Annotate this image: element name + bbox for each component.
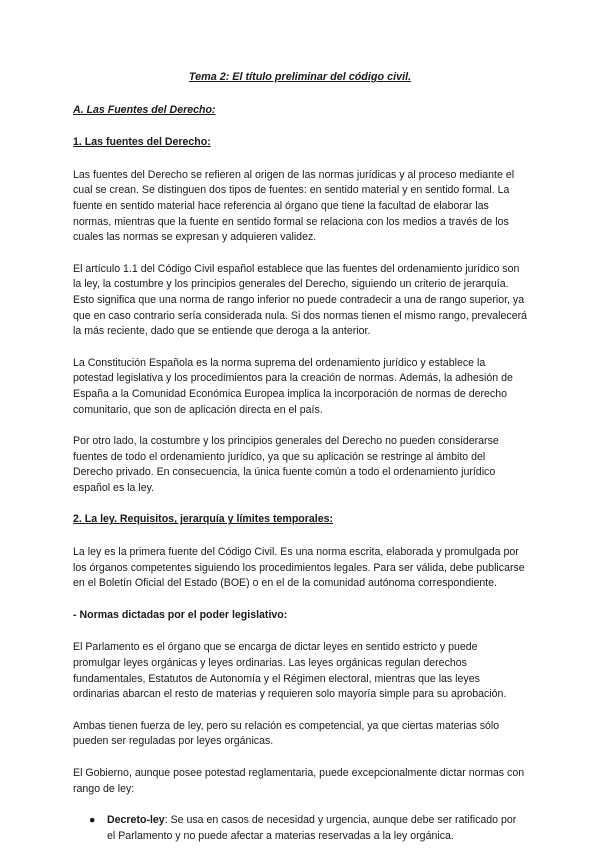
heading-la-ley: 2. La ley. Requisitos, jerarquía y límites temporales: <box>73 513 334 526</box>
list-item-text: : Se usa en casos de necesidad y urgencia, aunque debe ser ratificado por el Parlamento y no puede afectar a materias reservadas a la ley orgánica. <box>107 814 517 842</box>
list-item <box>73 813 527 844</box>
bullet-icon: ● <box>89 814 96 827</box>
paragraph-8: El Gobierno, aunque posee potestad reglamentaria, puede excepcionalmente dictar normas con rango de ley: <box>73 767 525 795</box>
paragraph-5: La ley es la primera fuente del Código Civil. Es una norma escrita, elaborada y promulgada por los órganos competentes siguiendo los procedimientos legales. Para ser válida, debe publicarse en el Boletín Oficial del Estado (BOE) o en el de la comunidad autónoma correspondiente. <box>73 546 525 590</box>
document-title: Tema 2: El título preliminar del código civil. <box>188 71 412 83</box>
paragraph-1: Las fuentes del Derecho se refieren al origen de las normas jurídicas y al proceso mediante el cual se crean. Se distinguen dos tipos de fuentes: en sentido material y en sentido formal. La fuente en sentido material hace referencia al órgano que tiene la facultad de elaborar las normas, mientras que la fuente en sentido formal se relaciona con los medios a través de los cuales las normas se expresan y adquieren validez. <box>73 168 515 244</box>
paragraph-6: El Parlamento es el órgano que se encarga de dictar leyes en sentido estricto y puede promulgar leyes orgánicas y leyes ordinarias. Las leyes orgánicas regulan derechos fundamentales, Estatutos de Autonomía y el Régimen electoral, mientras que las leyes ordinarias abarcan el resto de materias y requieren solo mayoría simple para su aprobación. <box>73 641 507 701</box>
paragraph-3: La Constitución Española es la norma suprema del ordenamiento jurídico y establece la potestad legislativa y los procedimientos para la creación de normas. Además, la adhesión de España a la Comunidad Económica Europea implica la incorporación de normas de derecho comunitario, que son de aplicación directa en el país. <box>73 356 513 416</box>
paragraph-4: Por otro lado, la costumbre y los principios generales del Derecho no pueden considerarse fuentes de todo el ordenamiento jurídico, ya que su aplicación se restringe al ámbito del Derecho privado. En consecuencia, la única fuente común a todo el ordenamiento jurídico español es la ley. <box>73 435 499 494</box>
heading-normas-legislativo <box>73 608 527 624</box>
heading-fuentes-derecho: 1. Las fuentes del Derecho: <box>73 136 211 149</box>
paragraph-2: El artículo 1.1 del Código Civil español establece que las fuentes del ordenamiento jurídico son la ley, la costumbre y los principios generales del Derecho, siguiendo un criterio de jerarquía. Esto significa que una norma de rango inferior no puede contradecir a una de rango superior, ya que en caso contrario sería considerada nula. Si dos normas tienen el mismo rango, prevalecerá la más reciente, dado que se entiende que deroga a la anterior. <box>73 262 528 338</box>
heading-prefix: - <box>73 608 80 621</box>
bullet-list <box>73 813 527 844</box>
paragraph-7: Ambas tienen fuerza de ley, pero su relación es competencial, ya que ciertas materias sólo pueden ser reguladas por leyes orgánicas. <box>73 719 500 748</box>
heading-text: Normas dictadas por el poder legislativo: <box>79 608 288 621</box>
list-item-term: Decreto-ley <box>107 814 165 827</box>
section-heading-a: A. Las Fuentes del Derecho: <box>73 103 216 116</box>
